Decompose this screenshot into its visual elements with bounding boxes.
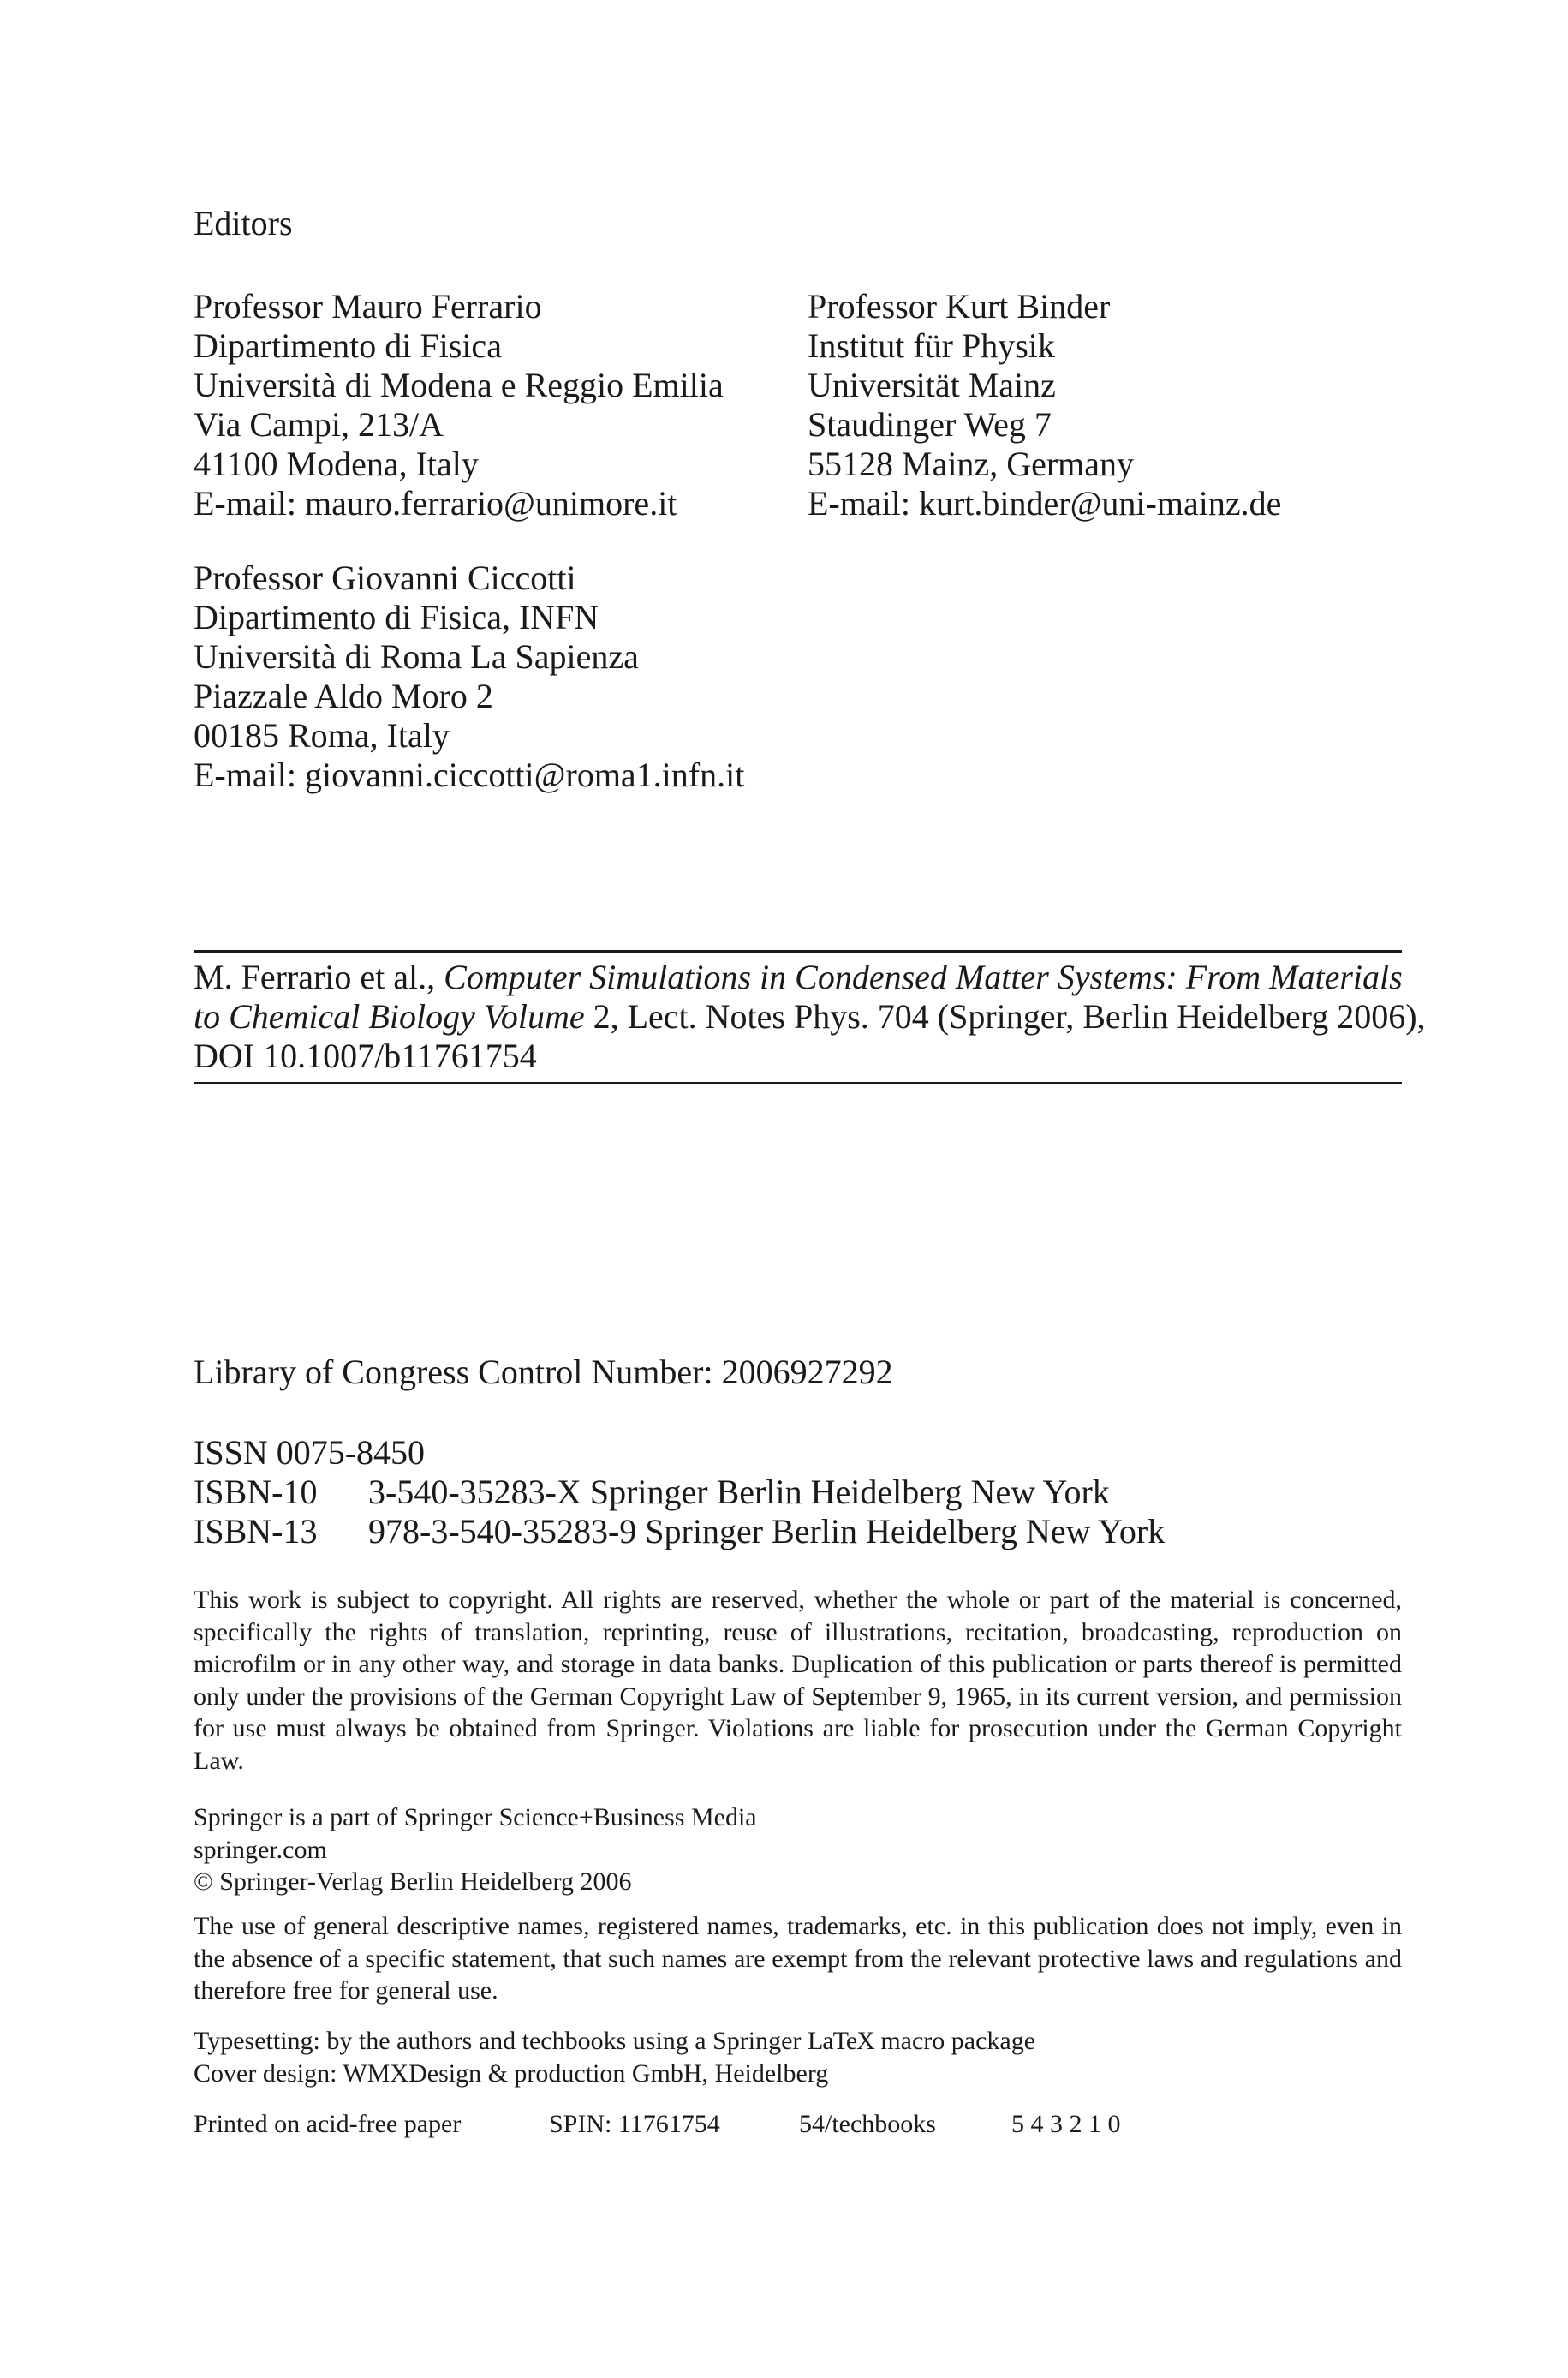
isbn-10	[194, 1473, 1165, 1512]
springer-website: springer.com	[194, 1835, 327, 1864]
citation-title: Computer Simulations in Condensed Matter Systems: From Materials	[444, 958, 1403, 996]
editor-address-line: Via Campi, 213/A	[194, 405, 444, 444]
cover-design: Cover design: WMXDesign & production GmbH, Heidelberg	[194, 2058, 829, 2088]
editor-block-ciccotti	[194, 559, 744, 795]
editor-address-line: Universität Mainz	[808, 366, 1056, 404]
editor-block-binder	[808, 287, 1281, 523]
citation-bottom-rule	[194, 1082, 1402, 1084]
isbn-13-label: ISBN-13	[194, 1512, 318, 1550]
latex-logo: LaTeX	[807, 2027, 874, 2055]
editor-block-ferrario	[194, 287, 724, 523]
printed-line	[194, 2108, 1402, 2141]
editor-email: E-mail: mauro.ferrario@unimore.it	[194, 484, 677, 523]
editor-address-line: Institut für Physik	[808, 326, 1055, 365]
techbooks-code: 54/techbooks	[799, 2110, 936, 2138]
editor-email: E-mail: kurt.binder@uni-mainz.de	[808, 484, 1282, 523]
typesetting-text: Typesetting: by the authors and techbooks using a Springer	[194, 2027, 808, 2055]
isbn-13	[194, 1512, 1165, 1551]
typesetting-line	[194, 2025, 1035, 2058]
editor-address-line: Università di Modena e Reggio Emilia	[194, 366, 724, 404]
editors-heading: Editors	[194, 204, 293, 242]
editor-address-line: Piazzale Aldo Moro 2	[194, 677, 493, 715]
editor-address-line: 00185 Roma, Italy	[194, 716, 450, 755]
issn: ISSN 0075-8450	[194, 1433, 426, 1472]
production-block	[194, 2025, 1035, 2089]
printed-paper: Printed on acid-free paper	[194, 2110, 462, 2138]
citation-block	[194, 958, 1426, 1076]
issn-isbn-block	[194, 1433, 1165, 1551]
editor-address-line: Università di Roma La Sapienza	[194, 637, 639, 676]
editor-address-line: 55128 Mainz, Germany	[808, 445, 1135, 483]
copyright-notice: This work is subject to copyright. All rights are reserved, whether the whole or part of the material is concerned, specifically the rights of translation, reprinting, reuse of illustrations, recitation, broadcasting, reproduction on microfilm or in any other way, and storage in data banks. Duplication of this publication or parts thereof is permitted only under the provisions of the German Copyright Law of September 9, 1965, in its current version, and permission for use must always be obtained from Springer. Violations are liable for prosecution under the German Copyright Law.	[194, 1586, 1402, 1775]
editor-email: E-mail: giovanni.ciccotti@roma1.infn.it	[194, 756, 745, 794]
editor-address-line: Dipartimento di Fisica	[194, 326, 502, 365]
spin-number: SPIN: 11761754	[549, 2110, 720, 2138]
citation-doi: DOI 10.1007/b11761754	[194, 1037, 537, 1075]
springer-block	[194, 1801, 757, 1898]
isbn-13-value: 978-3-540-35283-9 Springer Berlin Heidelberg New York	[368, 1512, 1166, 1550]
citation-top-rule	[194, 950, 1402, 953]
editor-address-line: 41100 Modena, Italy	[194, 445, 479, 483]
springer-copyright: © Springer-Verlag Berlin Heidelberg 2006	[194, 1867, 632, 1896]
citation-authors: M. Ferrario et al.,	[194, 958, 444, 996]
citation-title: to Chemical Biology Volume	[194, 997, 585, 1036]
editor-name: Professor Mauro Ferrario	[194, 287, 542, 326]
editor-name: Professor Kurt Binder	[808, 287, 1111, 326]
editor-address-line: Staudinger Weg 7	[808, 405, 1052, 444]
loc-number: Library of Congress Control Number: 2006927292	[194, 1353, 893, 1391]
typesetting-text-end: macro package	[873, 2027, 1036, 2055]
isbn-10-value: 3-540-35283-X Springer Berlin Heidelberg New York	[368, 1473, 1110, 1511]
print-run-numbers: 5 4 3 2 1 0	[1011, 2110, 1121, 2138]
citation-series: 2, Lect. Notes Phys. 704 (Springer, Berlin Heidelberg 2006),	[584, 997, 1426, 1036]
isbn-10-label: ISBN-10	[194, 1473, 318, 1511]
editor-name: Professor Giovanni Ciccotti	[194, 559, 576, 597]
editor-address-line: Dipartimento di Fisica, INFN	[194, 598, 599, 636]
springer-line: Springer is a part of Springer Science+Business Media	[194, 1803, 757, 1831]
trademark-notice: The use of general descriptive names, registered names, trademarks, etc. in this publication does not imply, even in the absence of a specific statement, that such names are exempt from the relevant protective laws and regulations and therefore free for general use.	[194, 1912, 1402, 2005]
